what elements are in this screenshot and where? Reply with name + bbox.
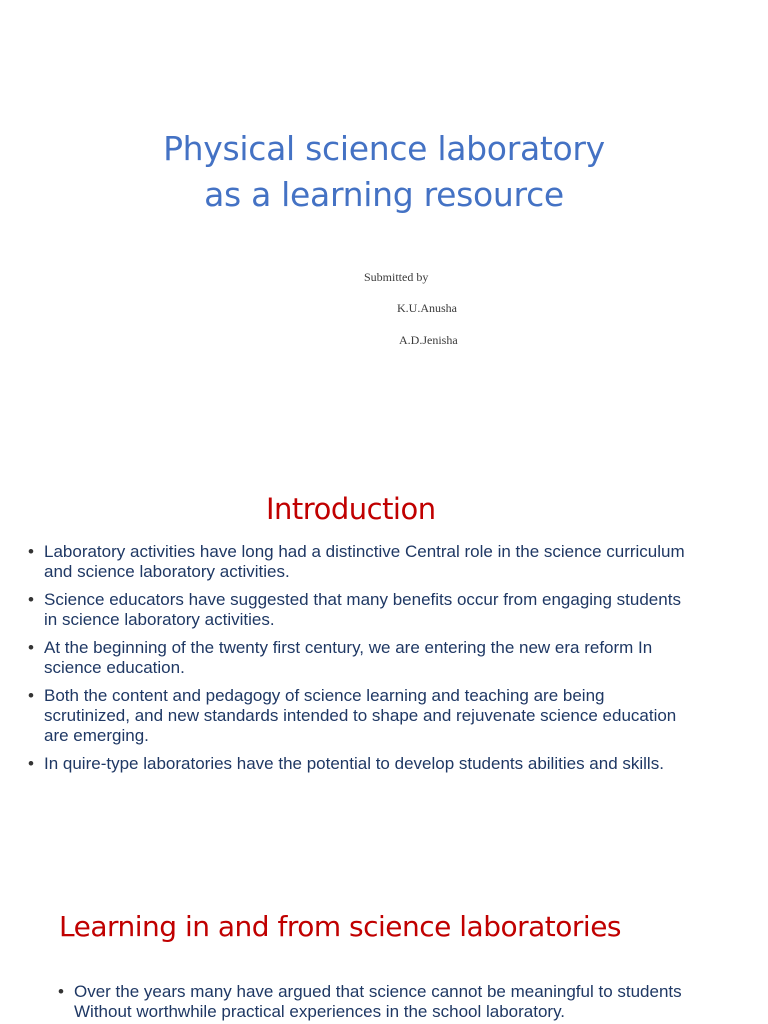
submitted-by-label: Submitted by xyxy=(364,270,429,284)
list-item xyxy=(28,638,688,678)
presentation-title xyxy=(0,126,768,218)
introduction-slide xyxy=(0,470,768,890)
author-name-1: K.U.Anusha xyxy=(397,301,457,315)
list-item xyxy=(58,982,708,1022)
bullet-icon: • xyxy=(28,754,34,773)
learning-slide xyxy=(0,890,768,1024)
bullet-icon: • xyxy=(28,542,34,561)
list-item xyxy=(28,590,688,630)
bullet-text: Over the years many have argued that science cannot be meaningful to students Without worthwhile practical experiences in the school laboratory. xyxy=(74,982,682,1021)
title-line-2: as a learning resource xyxy=(204,175,564,214)
bullet-icon: • xyxy=(28,638,34,657)
learning-heading: Learning in and from science laboratories xyxy=(59,910,622,943)
bullet-text: At the beginning of the twenty first century, we are entering the new era reform In science education. xyxy=(44,638,653,677)
author-name-2: A.D.Jenisha xyxy=(399,333,458,347)
bullet-icon: • xyxy=(28,686,34,705)
bullet-text: Science educators have suggested that many benefits occur from engaging students in science laboratory activities. xyxy=(44,590,681,629)
introduction-heading: Introduction xyxy=(266,492,436,526)
list-item xyxy=(28,542,688,582)
bullet-text: Laboratory activities have long had a distinctive Central role in the science curriculum and science laboratory activities. xyxy=(44,542,685,581)
bullet-text: Both the content and pedagogy of science learning and teaching are being scrutinized, and new standards intended to shape and rejuvenate science education are emerging. xyxy=(44,686,677,745)
bullet-icon: • xyxy=(28,590,34,609)
bullet-icon: • xyxy=(58,982,64,1001)
title-slide xyxy=(0,0,768,470)
title-line-1: Physical science laboratory xyxy=(163,129,605,168)
learning-bullet-list xyxy=(58,982,708,1024)
list-item xyxy=(28,754,688,774)
bullet-text: In quire-type laboratories have the potential to develop students abilities and skills. xyxy=(44,754,664,773)
list-item xyxy=(28,686,688,746)
introduction-bullet-list xyxy=(28,542,688,782)
